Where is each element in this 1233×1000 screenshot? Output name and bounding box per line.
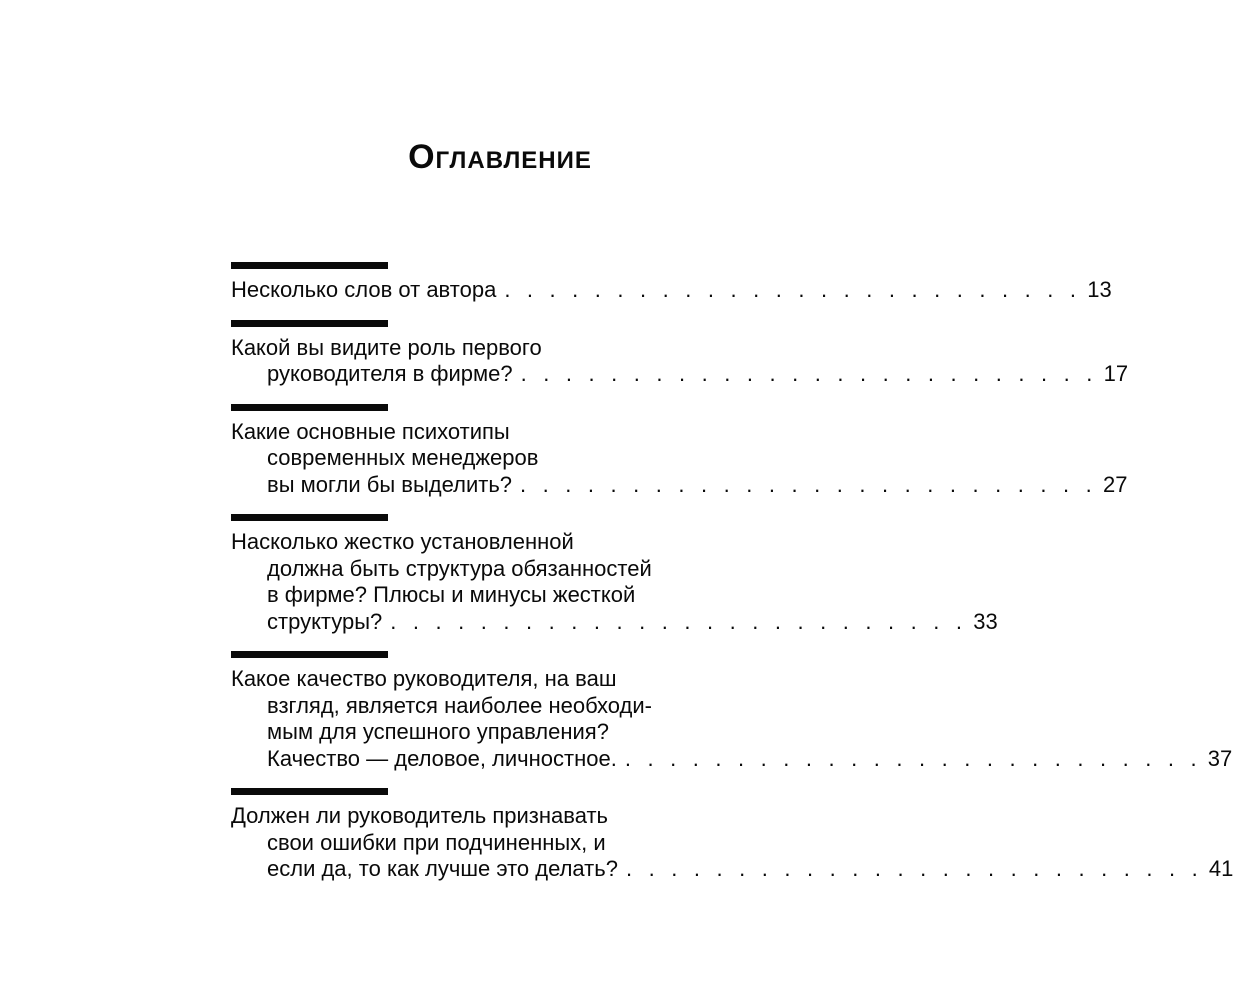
section-rule (231, 514, 388, 521)
toc-entry-line (231, 803, 749, 830)
toc-entry-title: Какое качество руководителя, на ваш (231, 666, 617, 691)
toc-entry[interactable] (231, 514, 998, 635)
toc-entry-title: Несколько слов от автора (231, 277, 497, 302)
toc-entry-title: взгляд, является наиболее необходи- (267, 692, 652, 718)
dot-leader: . . . . . . . . . . . . . . . . . . . . . . . . . . (504, 277, 1082, 302)
page-number: 37 (1207, 745, 1233, 771)
toc-entry-line (231, 693, 749, 720)
toc-entry[interactable] (231, 320, 1129, 388)
table-of-contents (231, 262, 1233, 883)
toc-entry-line (231, 335, 749, 362)
toc-entry[interactable] (231, 262, 1112, 304)
toc-entry-title: если да, то как лучше это делать? (267, 856, 618, 881)
toc-entry-line (231, 529, 749, 556)
page-number: 13 (1087, 277, 1112, 302)
dot-leader: . . . . . . . . . . . . . . . . . . . . . . . . . . (624, 745, 1202, 771)
toc-entry-title: в фирме? Плюсы и минусы жесткой (267, 582, 636, 607)
section-rule (231, 320, 388, 327)
toc-entry[interactable] (231, 404, 1128, 499)
toc-entry-line (231, 856, 1233, 883)
toc-entry-title: руководителя в фирме? (267, 361, 513, 386)
toc-entry-line (231, 830, 749, 857)
page-number: 41 (1208, 856, 1233, 881)
toc-entry-title: современных менеджеров (267, 445, 539, 470)
toc-entry-line (231, 745, 1233, 773)
page-number: 27 (1102, 471, 1128, 497)
toc-entry-line (231, 471, 1128, 499)
toc-entry[interactable] (231, 651, 1233, 772)
toc-entry-title: свои ошибки при подчиненных, и (267, 829, 606, 855)
toc-entry-title: мым для успешного управления? (267, 719, 609, 744)
page-title: Оглавление (408, 138, 592, 176)
toc-entry-line (231, 582, 749, 609)
toc-entry-line (231, 666, 749, 693)
section-rule (231, 262, 388, 269)
page-number: 33 (973, 608, 998, 634)
dot-leader: . . . . . . . . . . . . . . . . . . . . . . . . . . (520, 471, 1097, 497)
toc-entry-line (231, 719, 749, 746)
toc-entry-line (231, 419, 749, 446)
section-rule (231, 651, 388, 658)
toc-entry-title: Насколько жестко установленной (231, 529, 574, 554)
toc-entry-title: Какой вы видите роль первого (231, 334, 542, 360)
toc-entry[interactable] (231, 788, 1233, 883)
section-rule (231, 788, 388, 795)
toc-entry-line (231, 277, 1112, 304)
page-number: 17 (1103, 361, 1129, 386)
toc-entry-title: должна быть структура обязанностей (267, 555, 652, 581)
toc-entry-title: вы могли бы выделить? (267, 471, 513, 497)
toc-entry-line (231, 361, 1129, 388)
dot-leader: . . . . . . . . . . . . . . . . . . . . . . . . . . (520, 361, 1098, 386)
toc-entry-line (231, 445, 749, 472)
toc-entry-title: Качество — деловое, личностное. (267, 745, 617, 771)
toc-entry-line (231, 556, 749, 583)
toc-entry-title: Должен ли руководитель признавать (231, 803, 608, 828)
dot-leader: . . . . . . . . . . . . . . . . . . . . . . . . . . (390, 608, 968, 634)
toc-entry-line (231, 608, 998, 636)
toc-entry-title: Какие основные психотипы (231, 418, 510, 444)
toc-entry-title: структуры? (267, 608, 383, 634)
section-rule (231, 404, 388, 411)
dot-leader: . . . . . . . . . . . . . . . . . . . . . . . . . . (625, 856, 1203, 881)
